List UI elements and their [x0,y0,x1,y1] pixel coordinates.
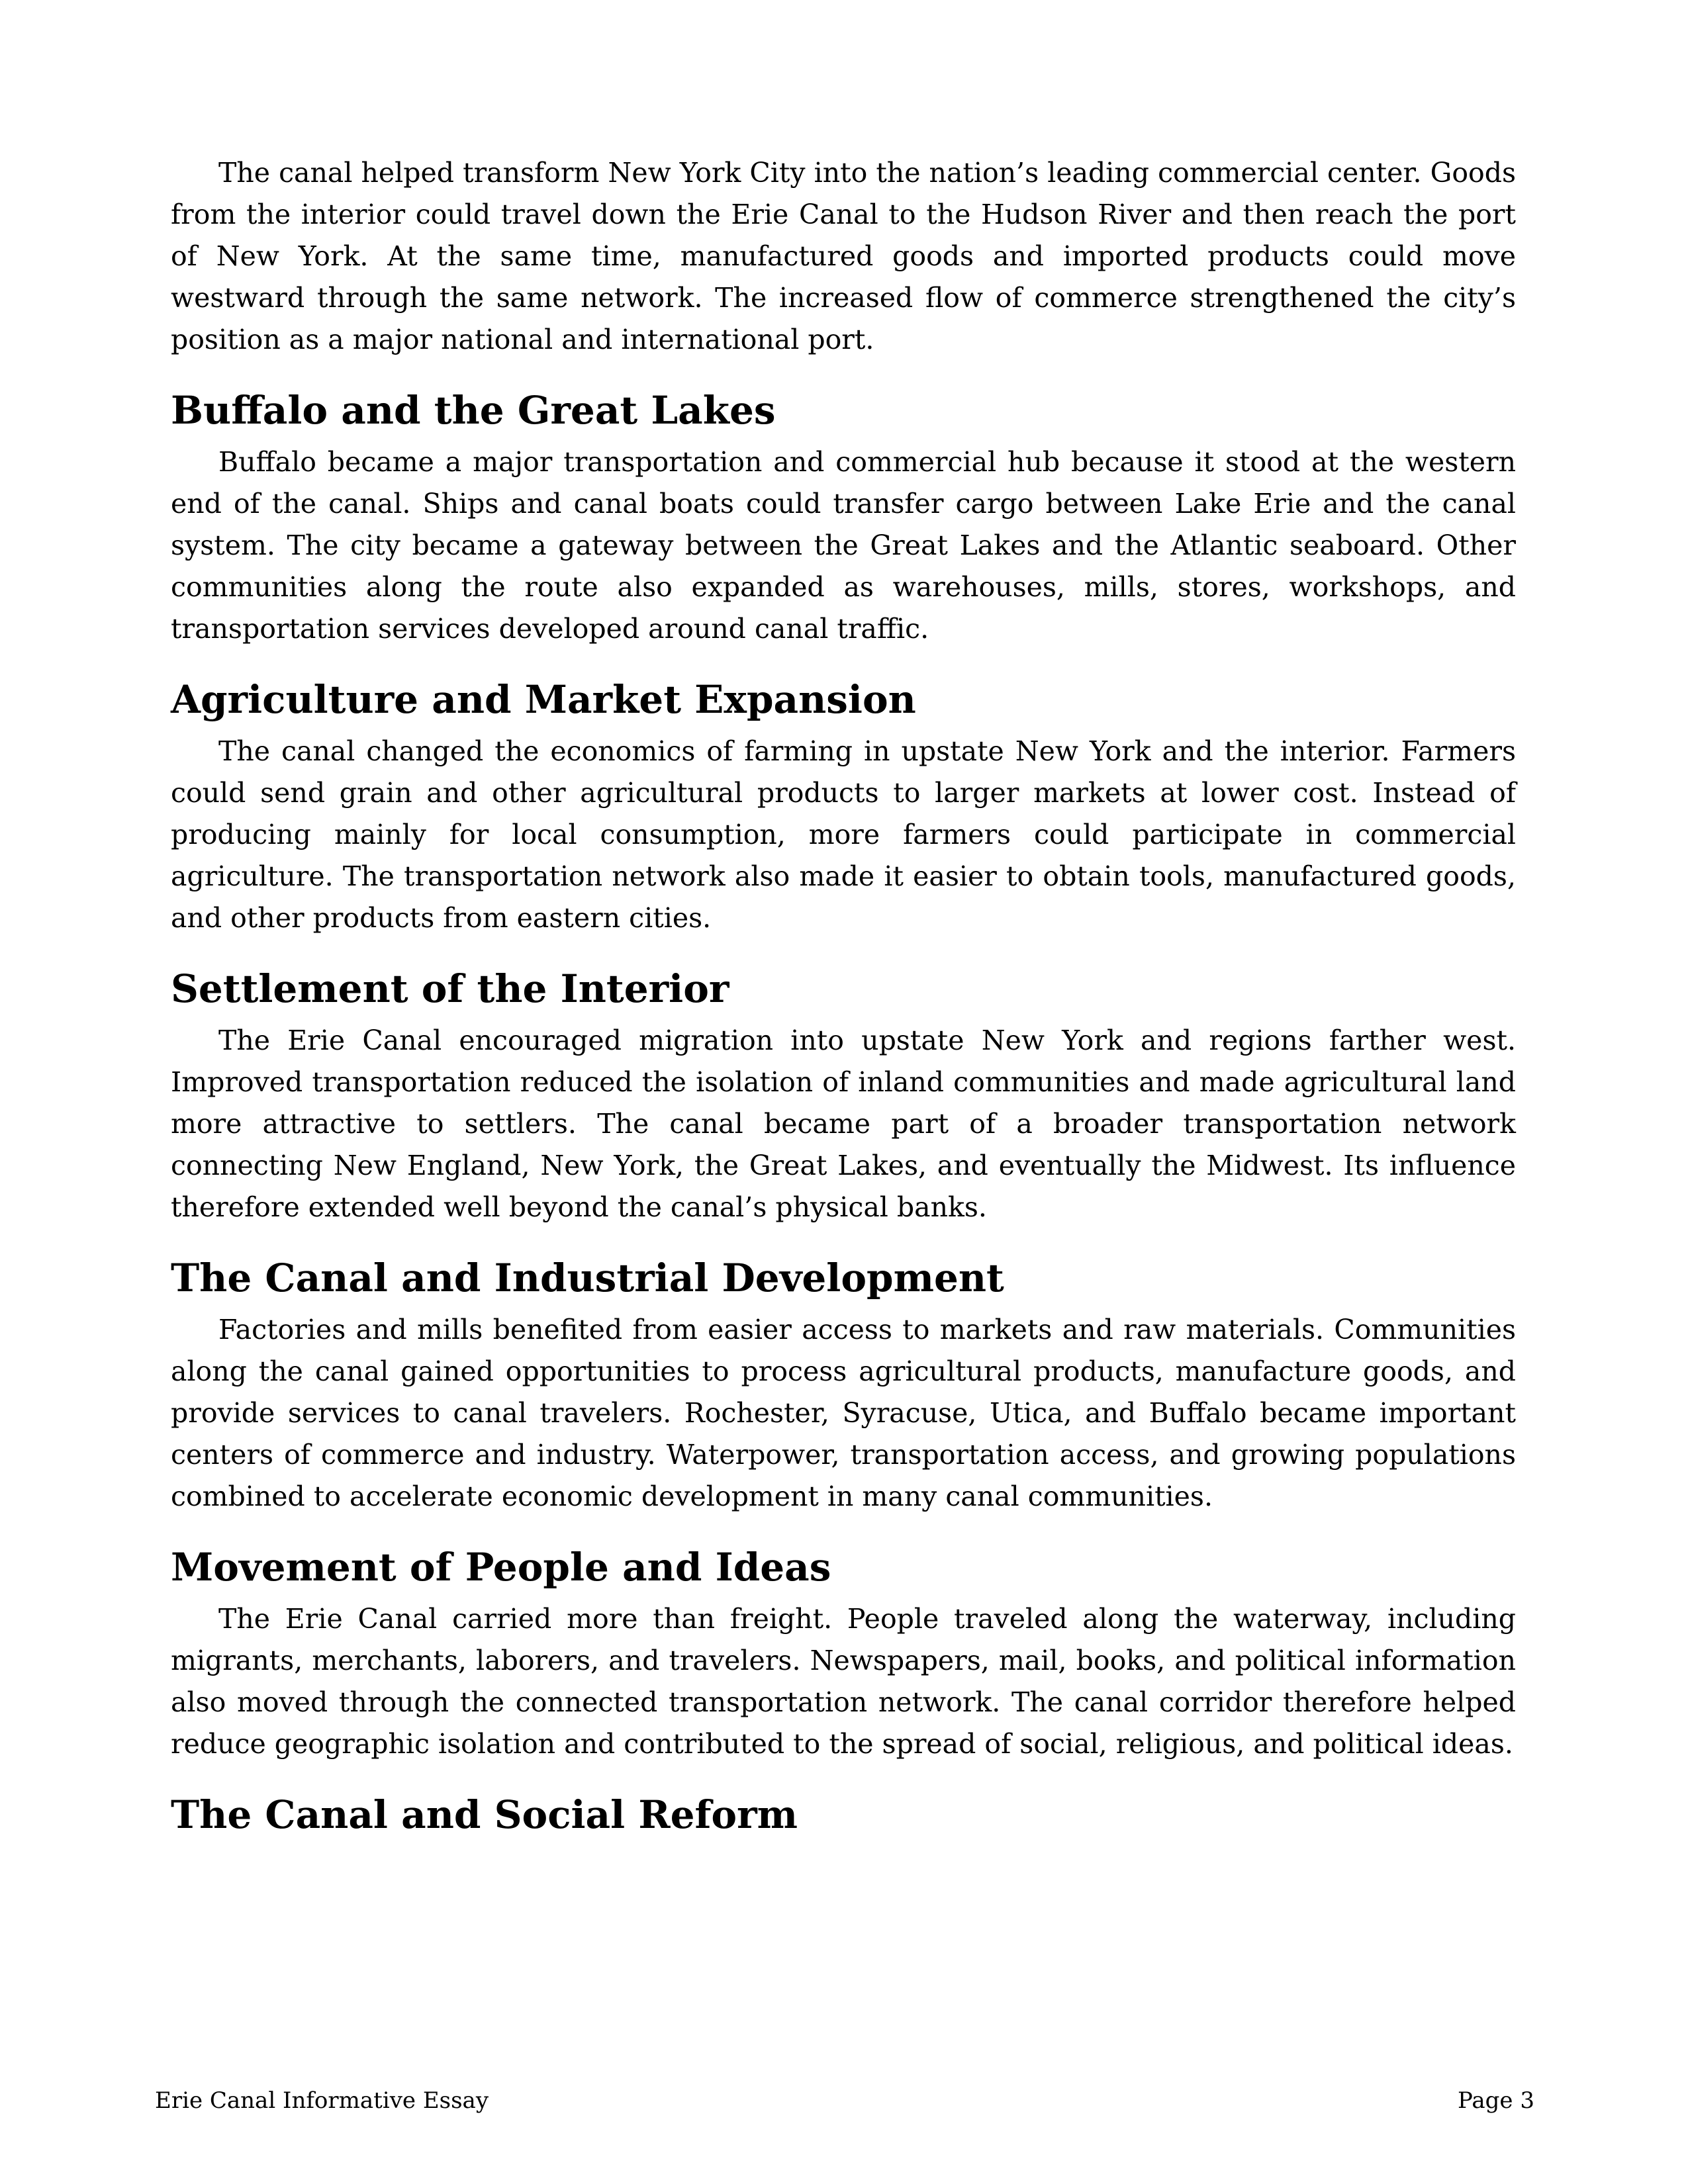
section-heading-industrial: The Canal and Industrial Development [171,1255,1004,1300]
section-heading-buffalo: Buffalo and the Great Lakes [171,388,776,433]
section-heading-agriculture: Agriculture and Market Expansion [171,677,916,722]
section-heading-settlement: Settlement of the Interior [171,966,729,1011]
footer-title: Erie Canal Informative Essay [155,2087,489,2114]
footer-page-number: Page 3 [1458,2087,1534,2114]
section-paragraph-agriculture: The canal changed the economics of farming in upstate New York and the interior. Farmers could send grain and other agricultural products to larger markets at lower cost. Instead of producing mainly for local consumption, more farmers could participate in commercial agriculture. The transportation network also made it easier to obtain tools, manufactured goods, and other products from eastern cities. [171,735,1516,934]
intro-paragraph: The canal helped transform New York City into the nation’s leading commercial center. Goods from the interior could travel down the Erie Canal to the Hudson River and then reach the port of New York. At the same time, manufactured goods and imported products could move westward through the same network. The increased flow of commerce strengthened the city’s position as a major national and international port. [171,157,1516,355]
section-heading-social-reform: The Canal and Social Reform [171,1792,798,1837]
section-heading-people-ideas: Movement of People and Ideas [171,1545,831,1590]
document-body [171,152,1516,1846]
section-paragraph-buffalo: Buffalo became a major transportation and commercial hub because it stood at the western end of the canal. Ships and canal boats could transfer cargo between Lake Erie and the canal system. The city became a gateway between the Great Lakes and the Atlantic seaboard. Other communities along the route also expanded as warehouses, mills, stores, workshops, and transportation services developed around canal traffic. [171,446,1516,645]
section-paragraph-industrial: Factories and mills benefited from easier access to markets and raw materials. Communities along the canal gained opportunities to process agricultural products, manufacture goods, and provide services to canal travelers. Rochester, Syracuse, Utica, and Buffalo became important centers of commerce and industry. Waterpower, transportation access, and growing populations combined to accelerate economic development in many canal communities. [171,1314,1516,1512]
section-paragraph-settlement: The Erie Canal encouraged migration into upstate New York and regions farther west. Improved transportation reduced the isolation of inland communities and made agricultural land more attractive to settlers. The canal became part of a broader transportation network connecting New England, New York, the Great Lakes, and eventually the Midwest. Its influence therefore extended well beyond the canal’s physical banks. [171,1024,1516,1223]
section-paragraph-people-ideas: The Erie Canal carried more than freight. People traveled along the waterway, including migrants, merchants, laborers, and travelers. Newspapers, mail, books, and political information also moved through the connected transportation network. The canal corridor therefore helped reduce geographic isolation and contributed to the spread of social, religious, and political ideas. [171,1603,1516,1760]
